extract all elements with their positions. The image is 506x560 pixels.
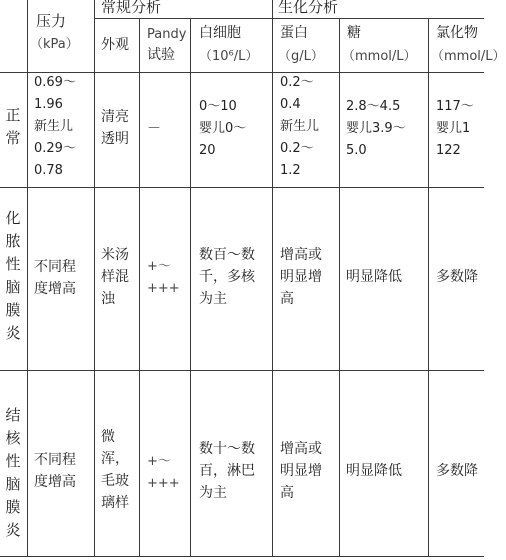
cell-line: +～	[147, 259, 171, 274]
cell-line: 122	[436, 143, 461, 158]
cell-line: 明显增	[280, 463, 322, 479]
row-label-tuberculous-meningitis	[4, 404, 22, 542]
cell-line: 脓	[5, 232, 21, 250]
rule-v-4	[190, 18, 191, 556]
purulent-chloride	[436, 266, 478, 288]
cell-line: 117～	[436, 99, 474, 114]
header-appearance: 外观	[101, 37, 129, 53]
cell-line: 核	[5, 429, 21, 447]
cell-line: 0.4	[280, 97, 301, 112]
normal-pandy	[147, 118, 161, 140]
header-protein: 蛋白	[280, 25, 308, 41]
rule-h-bottom	[0, 556, 484, 557]
cell-line: 多数降	[436, 269, 478, 285]
cell-line: 增高或	[280, 441, 322, 457]
normal-appearance	[101, 106, 129, 150]
purulent-sugar	[346, 266, 402, 288]
header-sugar-unit: （mmol/L）	[342, 49, 417, 64]
tuberculous-wbc	[199, 438, 255, 504]
cell-line: 膜	[5, 498, 21, 516]
cell-line: 明显降低	[346, 269, 402, 285]
cell-line: +～	[147, 454, 171, 469]
cell-line: 1.2	[280, 163, 301, 178]
cell-line: 不同程	[34, 452, 76, 468]
normal-chloride	[436, 96, 474, 162]
cell-line: 婴儿0～	[199, 121, 247, 136]
cell-line: 增高或	[280, 247, 322, 263]
normal-sugar	[346, 96, 406, 162]
cell-line: 性	[5, 255, 21, 273]
tuberculous-pandy	[147, 451, 180, 495]
header-pressure-unit: （kPa）	[30, 37, 79, 52]
cell-line: 0～10	[199, 99, 237, 114]
cell-line: 5.0	[346, 143, 367, 158]
cell-line: 多数降	[436, 463, 478, 479]
header-wbc-unit: （10⁶/L）	[199, 49, 259, 64]
cell-line: 为主	[199, 291, 227, 307]
normal-protein	[280, 72, 319, 182]
cell-line: 0.78	[34, 163, 63, 178]
cell-line: 婴儿3.9～	[346, 121, 406, 136]
rule-v-7	[428, 18, 429, 556]
rule-h-row1	[0, 187, 484, 188]
tuberculous-protein	[280, 438, 322, 504]
rule-h-row2	[0, 370, 484, 371]
cell-line: 透明	[101, 131, 129, 147]
cell-line: 明显降低	[346, 463, 402, 479]
rule-v-6	[339, 18, 340, 556]
cell-line: 百，淋巴	[199, 463, 255, 479]
purulent-wbc	[199, 244, 255, 310]
rule-v-3	[139, 18, 140, 556]
cell-line: 炎	[5, 521, 21, 539]
normal-pressure	[34, 72, 76, 182]
rule-v-2	[94, 0, 95, 556]
tuberculous-sugar	[346, 460, 402, 482]
cell-line: 不同程	[34, 259, 76, 275]
header-biochem-analysis: 生化分析	[278, 0, 339, 16]
cell-line: 璃样	[101, 495, 129, 511]
cell-line: 20	[199, 143, 216, 158]
cell-line: 新生儿	[34, 119, 74, 134]
cell-line: 为主	[199, 485, 227, 501]
cell-line: 结	[5, 406, 21, 424]
cell-line: +++	[147, 476, 180, 491]
cell-line: 脑	[5, 278, 21, 296]
normal-wbc	[199, 96, 246, 162]
purulent-protein	[280, 244, 322, 310]
cell-line: 性	[5, 452, 21, 470]
cell-line: 0.69～	[34, 75, 76, 90]
cell-line: 度增高	[34, 474, 76, 490]
cell-line: 2.8～4.5	[346, 99, 401, 114]
cell-line: 0.2～	[280, 75, 314, 90]
header-pandy-2: 试验	[147, 47, 175, 63]
header-sugar: 糖	[347, 25, 361, 41]
cell-line: 1.96	[34, 97, 63, 112]
cell-line: 高	[280, 291, 294, 307]
cell-line: 膜	[5, 301, 21, 319]
cell-line: 明显增	[280, 269, 322, 285]
cell-line: 高	[280, 485, 294, 501]
row-label-char: 正	[5, 106, 21, 124]
rule-v-1	[27, 0, 28, 556]
cell-line: 炎	[5, 324, 21, 342]
purulent-pandy	[147, 256, 180, 300]
header-pandy-1: Pandy	[147, 27, 187, 42]
cell-line: 微	[101, 429, 115, 445]
rule-h-top	[94, 18, 484, 19]
cell-line: 浊	[101, 291, 115, 307]
header-routine-analysis: 常规分析	[101, 0, 162, 16]
cell-line: 0.29～	[34, 141, 76, 156]
cell-line: 脑	[5, 475, 21, 493]
tuberculous-chloride	[436, 460, 478, 482]
purulent-appearance	[101, 244, 129, 310]
cell-line: 浑，	[101, 451, 129, 467]
cell-line: 婴儿1	[436, 121, 471, 136]
row-label-purulent-meningitis	[4, 207, 22, 345]
cell-line: 新生儿	[280, 119, 320, 134]
cell-line: －	[147, 121, 161, 137]
rule-v-5	[272, 0, 273, 556]
cell-line: 千，多核	[199, 269, 255, 285]
cell-line: 米汤	[101, 247, 129, 263]
purulent-pressure	[34, 256, 76, 300]
header-chloride: 氯化物	[436, 25, 478, 41]
cell-line: 数十～数	[199, 441, 255, 457]
header-protein-unit: （g/L）	[278, 49, 324, 64]
tuberculous-pressure	[34, 449, 76, 493]
cell-line: 度增高	[34, 281, 76, 297]
tuberculous-appearance	[101, 426, 129, 514]
cell-line: 化	[5, 209, 21, 227]
row-label-normal	[4, 104, 22, 150]
cell-line: 毛玻	[101, 473, 129, 489]
cell-line: 0.2～	[280, 141, 314, 156]
cell-line: 清亮	[101, 109, 129, 125]
cell-line: +++	[147, 281, 180, 296]
header-wbc: 白细胞	[199, 25, 241, 41]
row-label-char: 常	[5, 129, 21, 147]
header-chloride-unit: （mmol/L）	[431, 49, 506, 64]
cell-line: 数百～数	[199, 247, 255, 263]
cell-line: 样混	[101, 269, 129, 285]
header-pressure: 压力	[36, 12, 67, 30]
